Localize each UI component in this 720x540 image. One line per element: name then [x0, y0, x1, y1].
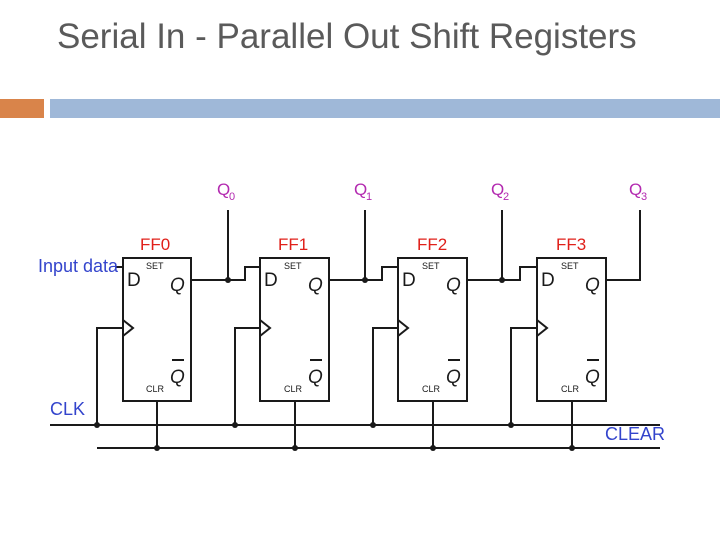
ff2-name: FF2: [417, 235, 448, 254]
ff3-clr-pin: CLR: [561, 384, 580, 394]
output-q2: [491, 180, 509, 203]
output-q3-label: Q: [629, 180, 643, 199]
output-q2-sub: 2: [503, 191, 510, 203]
flip-flop-ff2: [398, 235, 467, 401]
ff2-clr-pin: CLR: [422, 384, 441, 394]
ff3-set-pin: SET: [561, 261, 579, 271]
clk-junction-2: [370, 422, 376, 428]
ff0-clr-pin: CLR: [146, 384, 165, 394]
ff3-q-pin: Q: [585, 275, 600, 296]
ff3-qbar-pin: Q: [585, 367, 600, 388]
flip-flop-ff3: [537, 235, 606, 401]
ff0-set-pin: SET: [146, 261, 164, 271]
ff2-set-pin: SET: [422, 261, 440, 271]
output-q0-label: Q: [217, 180, 231, 199]
output-q3-sub: 3: [641, 191, 648, 203]
ff3-d-pin: D: [541, 270, 555, 291]
ff2-d-pin: D: [402, 270, 416, 291]
clr-junction-0: [154, 445, 160, 451]
output-q2-label: Q: [491, 180, 505, 199]
ff1-qbar-pin: Q: [308, 367, 323, 388]
q2-junction: [499, 277, 505, 283]
ff3-name: FF3: [556, 235, 587, 254]
ff0-to-ff1-wire: [191, 267, 260, 280]
title-accent-bar-blue: [50, 99, 720, 118]
output-q1-sub: 1: [366, 191, 373, 203]
clk-ff2: [373, 328, 398, 425]
ff0-qbar-pin: Q: [170, 367, 185, 388]
output-q1: [354, 180, 372, 203]
ff0-q-pin: Q: [170, 275, 185, 296]
flip-flop-ff1: [260, 235, 329, 401]
output-q1-label: Q: [354, 180, 368, 199]
ff2-q-pin: Q: [446, 275, 461, 296]
clk-ff0: [97, 328, 123, 425]
clr-junction-1: [292, 445, 298, 451]
ff1-clr-pin: CLR: [284, 384, 303, 394]
flip-flop-ff0: [123, 235, 191, 401]
clr-junction-3: [569, 445, 575, 451]
ff1-set-pin: SET: [284, 261, 302, 271]
output-q0-sub: 0: [229, 191, 236, 203]
clk-junction-3: [508, 422, 514, 428]
clr-junction-2: [430, 445, 436, 451]
clk-ff3: [511, 328, 537, 425]
q3-wire: [606, 210, 640, 280]
slide-title: Serial In - Parallel Out Shift Registers: [57, 17, 637, 56]
ff1-name: FF1: [278, 235, 309, 254]
output-q0: [217, 180, 235, 203]
ff2-qbar-pin: Q: [446, 367, 461, 388]
output-q3: [629, 180, 647, 203]
title-accent-bar-orange: [0, 99, 44, 118]
clk-label: CLK: [50, 399, 86, 419]
ff1-d-pin: D: [264, 270, 278, 291]
clk-ff1: [235, 328, 260, 425]
shift-register-diagram: [0, 150, 720, 470]
ff0-name: FF0: [140, 235, 171, 254]
clk-junction-1: [232, 422, 238, 428]
clear-label: CLEAR: [605, 424, 666, 444]
input-data-label: Input data: [38, 256, 119, 276]
q0-junction: [225, 277, 231, 283]
clk-junction-0: [94, 422, 100, 428]
ff0-d-pin: D: [127, 270, 141, 291]
ff1-q-pin: Q: [308, 275, 323, 296]
q1-junction: [362, 277, 368, 283]
